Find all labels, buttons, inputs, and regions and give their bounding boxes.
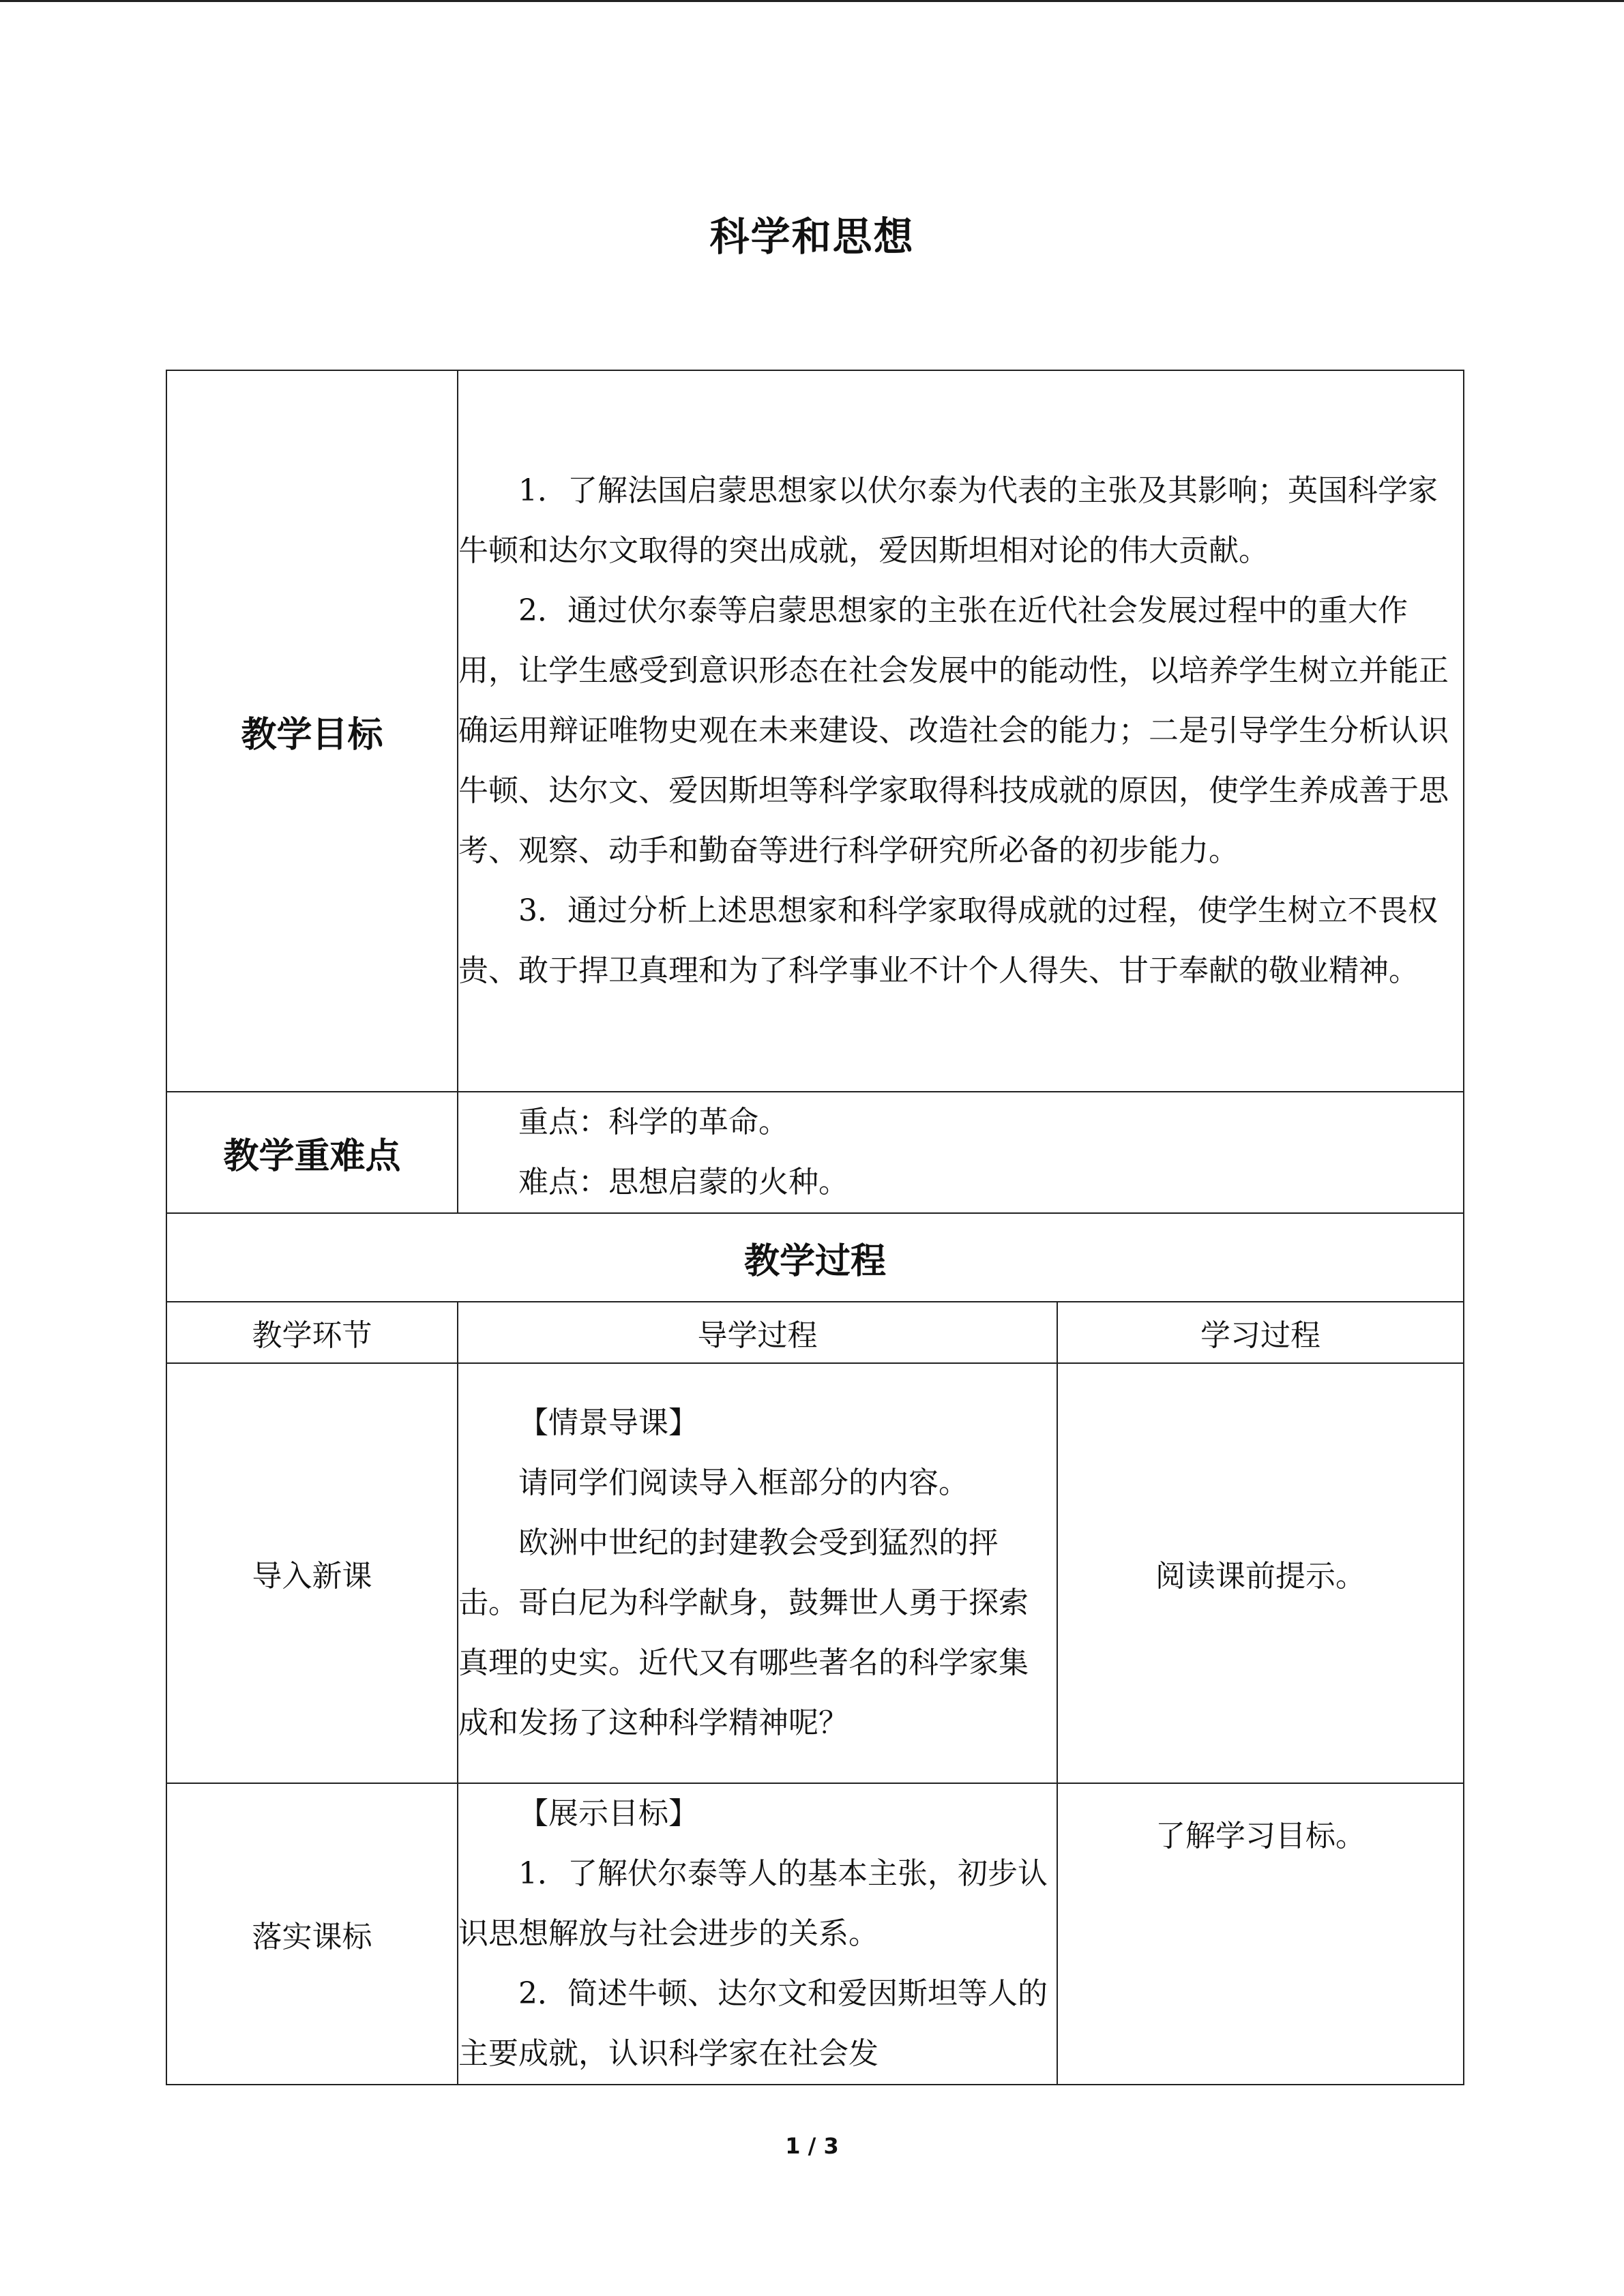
guide-paragraph: 【情景导课】 bbox=[518, 1405, 698, 1440]
page-number: 1 / 3 bbox=[785, 2133, 839, 2159]
process-columns-row bbox=[166, 1302, 1464, 1363]
objectives-row bbox=[166, 370, 1464, 1092]
key-points-row bbox=[166, 1092, 1464, 1213]
key-point-text: 重点：科学的革命。 bbox=[518, 1105, 788, 1139]
guide-cell bbox=[458, 1783, 1057, 2085]
learning-cell: 了解学习目标。 bbox=[1057, 1783, 1464, 2085]
column-header-learning: 学习过程 bbox=[1057, 1302, 1464, 1363]
guide-cell bbox=[458, 1363, 1057, 1783]
guide-paragraph: 1．了解伏尔泰等人的基本主张，初步认识思想解放与社会进步的关系。 bbox=[458, 1856, 1048, 1951]
top-border-line bbox=[0, 0, 1624, 2]
lesson-plan-table bbox=[166, 370, 1464, 2085]
objectives-label: 教学目标 bbox=[166, 370, 458, 1092]
objectives-content bbox=[458, 370, 1464, 1092]
table-row bbox=[166, 1363, 1464, 1783]
key-points-label: 教学重难点 bbox=[166, 1092, 458, 1213]
stage-cell: 导入新课 bbox=[166, 1363, 458, 1783]
guide-paragraph: 【展示目标】 bbox=[518, 1796, 698, 1831]
guide-paragraph: 2．简述牛顿、达尔文和爱因斯坦等人的主要成就，认识科学家在社会发 bbox=[458, 1976, 1048, 2071]
guide-paragraph: 欧洲中世纪的封建教会受到猛烈的抨击。哥白尼为科学献身，鼓舞世人勇于探索真理的史实。近代又有哪些著名的科学家集成和发扬了这种科学精神呢？ bbox=[458, 1525, 1029, 1740]
learning-cell: 阅读课前提示。 bbox=[1057, 1363, 1464, 1783]
stage-cell: 落实课标 bbox=[166, 1783, 458, 2085]
objective-paragraph: 2．通过伏尔泰等启蒙思想家的主张在近代社会发展过程中的重大作用，让学生感受到意识形态在社会发展中的能动性，以培养学生树立并能正确运用辩证唯物史观在未来建设、改造社会的能力；二是引导学生分析认识牛顿、达尔文、爱因斯坦等科学家取得科技成就的原因，使学生养成善于思考、观察、动手和勤奋等进行科学研究所必备的初步能力。 bbox=[458, 593, 1449, 868]
process-heading: 教学过程 bbox=[166, 1213, 1464, 1302]
column-header-guide: 导学过程 bbox=[458, 1302, 1057, 1363]
process-heading-row bbox=[166, 1213, 1464, 1302]
objective-paragraph: 1．了解法国启蒙思想家以伏尔泰为代表的主张及其影响；英国科学家牛顿和达尔文取得的突出成就，爱因斯坦相对论的伟大贡献。 bbox=[458, 473, 1438, 568]
difficulty-text: 难点：思想启蒙的火种。 bbox=[518, 1165, 848, 1199]
guide-paragraph: 请同学们阅读导入框部分的内容。 bbox=[518, 1465, 969, 1500]
objective-paragraph: 3．通过分析上述思想家和科学家取得成就的过程，使学生树立不畏权贵、敢于捍卫真理和为了科学事业不计个人得失、甘于奉献的敬业精神。 bbox=[458, 893, 1438, 988]
column-header-stage: 教学环节 bbox=[166, 1302, 458, 1363]
key-points-content bbox=[458, 1092, 1464, 1213]
document-title: 科学和思想 bbox=[709, 213, 915, 260]
table-row bbox=[166, 1783, 1464, 2085]
